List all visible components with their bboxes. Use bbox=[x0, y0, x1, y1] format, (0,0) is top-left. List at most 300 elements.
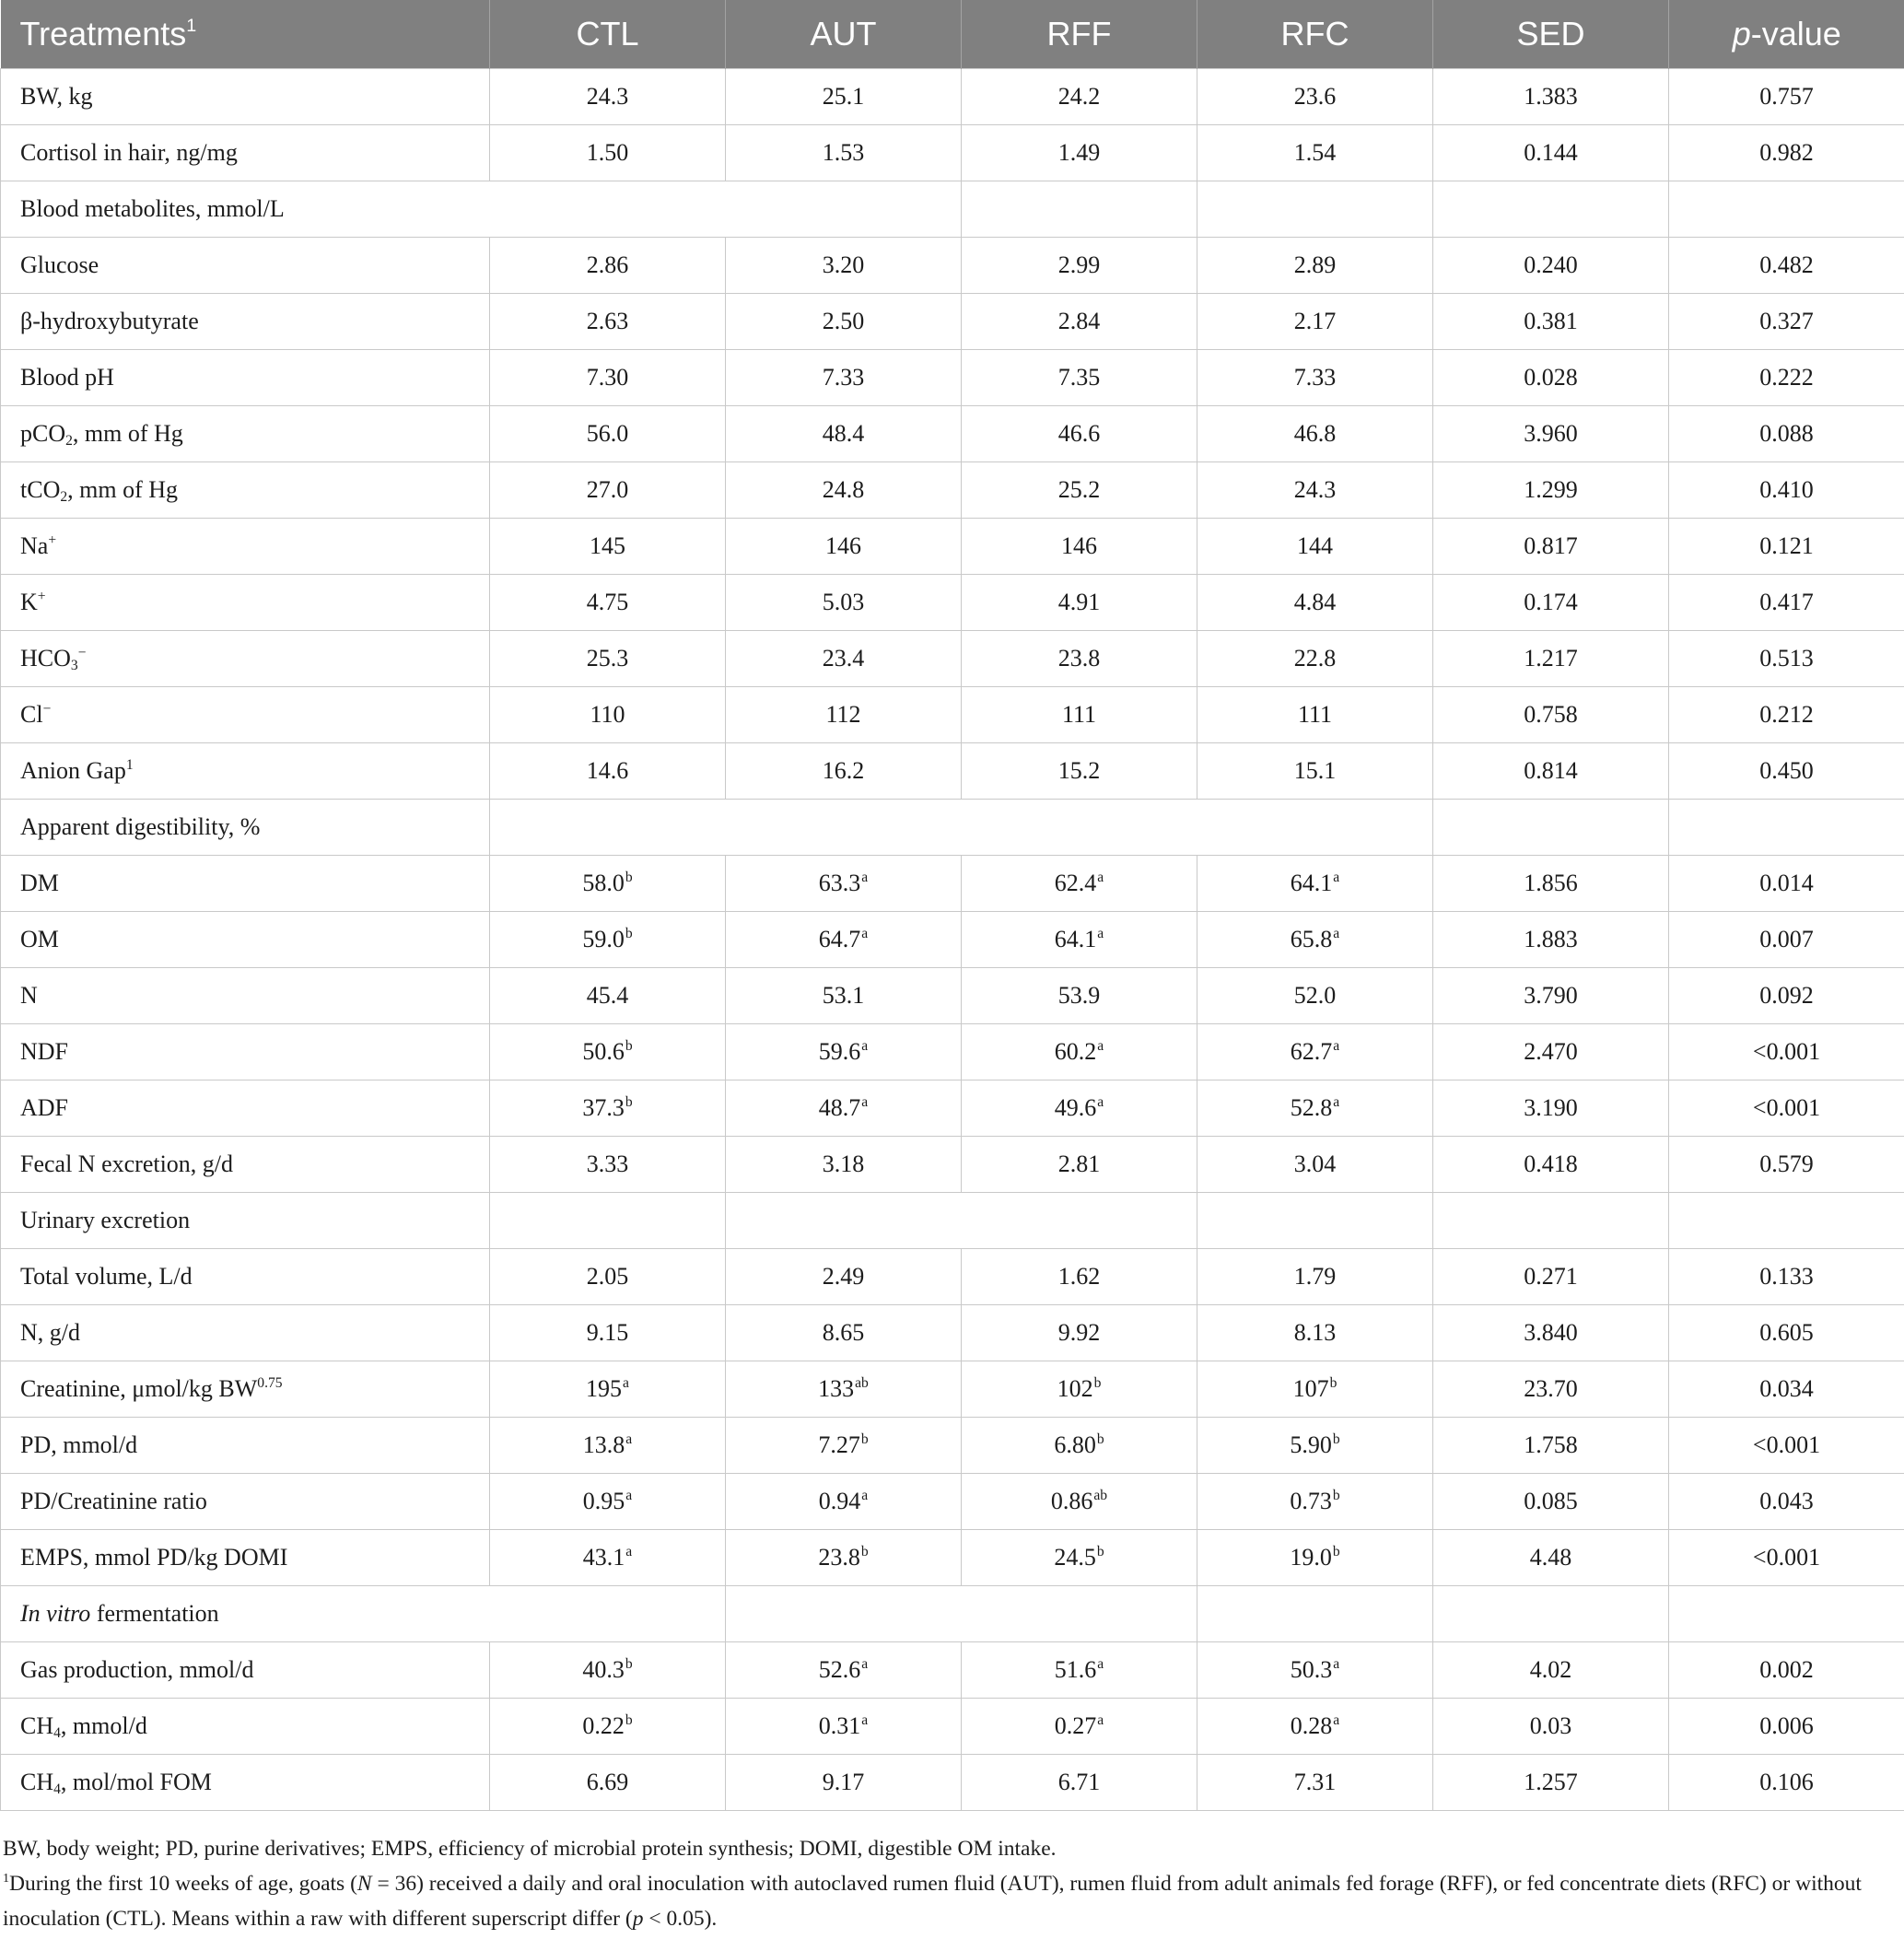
italic-text: In vitro bbox=[20, 1599, 91, 1627]
text: pCO bbox=[20, 419, 66, 447]
cell-rfc bbox=[1197, 968, 1433, 1024]
cell-value: 25.3 bbox=[586, 644, 629, 672]
cell-value: 0.212 bbox=[1759, 700, 1814, 728]
cell-p-value bbox=[1669, 406, 1904, 462]
text: OM bbox=[20, 925, 59, 952]
cell-aut bbox=[726, 1755, 962, 1811]
table-row bbox=[1, 350, 1904, 406]
cell-value: 2.86 bbox=[586, 251, 629, 278]
cell-p-value bbox=[1669, 294, 1904, 350]
text: < 0.05). bbox=[643, 1907, 718, 1931]
cell-value: 0.085 bbox=[1524, 1487, 1578, 1514]
text: HCO bbox=[20, 644, 71, 672]
cell-value: 1.79 bbox=[1293, 1262, 1337, 1290]
superscript: 1 bbox=[186, 16, 197, 37]
cell-p-value bbox=[1669, 69, 1904, 125]
cell-ctl bbox=[490, 238, 726, 294]
cell-p-value bbox=[1669, 1249, 1904, 1305]
table-row bbox=[1, 968, 1904, 1024]
cell-value: 0.133 bbox=[1759, 1262, 1814, 1290]
table-row bbox=[1, 238, 1904, 294]
cell-p-value bbox=[1669, 238, 1904, 294]
cell-rfc bbox=[1197, 575, 1433, 631]
table-row bbox=[1, 125, 1904, 181]
column-header-p-value bbox=[1669, 0, 1904, 69]
cell-rff bbox=[962, 1305, 1197, 1361]
cell-sed bbox=[1433, 294, 1669, 350]
table-row bbox=[1, 631, 1904, 687]
empty-cell bbox=[1669, 1193, 1904, 1249]
cell-value: 3.33 bbox=[586, 1150, 629, 1177]
cell-value: 15.1 bbox=[1293, 756, 1337, 784]
significance-letter: a bbox=[1097, 925, 1104, 941]
cell-p-value bbox=[1669, 1305, 1904, 1361]
cell-value: 16.2 bbox=[822, 756, 865, 784]
cell-value: 1.856 bbox=[1524, 869, 1578, 896]
section-row bbox=[1, 1586, 1904, 1642]
cell-value: 24.5 bbox=[1054, 1543, 1096, 1571]
cell-ctl bbox=[490, 631, 726, 687]
cell-ctl bbox=[490, 519, 726, 575]
column-header-treatments bbox=[1, 0, 490, 69]
cell-aut bbox=[726, 294, 962, 350]
text: , mm of Hg bbox=[67, 475, 179, 503]
cell-value: 0.605 bbox=[1759, 1318, 1814, 1346]
cell-value: 0.28 bbox=[1290, 1711, 1333, 1739]
cell-value: 2.50 bbox=[822, 307, 865, 334]
cell-value: 60.2 bbox=[1054, 1037, 1097, 1065]
cell-value: 4.75 bbox=[586, 588, 629, 615]
cell-value: 23.6 bbox=[1293, 82, 1337, 110]
table-row bbox=[1, 1699, 1904, 1755]
cell-value: 0.034 bbox=[1759, 1374, 1814, 1402]
cell-value: 0.758 bbox=[1524, 700, 1578, 728]
cell-value: 1.883 bbox=[1524, 925, 1578, 952]
table-row bbox=[1, 519, 1904, 575]
cell-value: 0.002 bbox=[1759, 1655, 1814, 1683]
cell-rfc bbox=[1197, 238, 1433, 294]
section-label bbox=[1, 800, 490, 856]
cell-value: 27.0 bbox=[586, 475, 629, 503]
cell-aut bbox=[726, 69, 962, 125]
significance-letter: a bbox=[1333, 1093, 1340, 1110]
table-footnotes bbox=[0, 1831, 1904, 1936]
superscript: + bbox=[37, 588, 46, 604]
text: RFC bbox=[1280, 15, 1349, 53]
cell-ctl bbox=[490, 1249, 726, 1305]
cell-value: 43.1 bbox=[582, 1543, 625, 1571]
cell-value: 0.240 bbox=[1524, 251, 1578, 278]
cell-aut bbox=[726, 1642, 962, 1699]
significance-letter: a bbox=[861, 1093, 869, 1110]
row-label bbox=[1, 1137, 490, 1193]
cell-value: 0.31 bbox=[818, 1711, 861, 1739]
subscript: 3 bbox=[70, 657, 78, 673]
cell-value: 52.8 bbox=[1290, 1093, 1333, 1121]
cell-rfc bbox=[1197, 1249, 1433, 1305]
cell-value: 0.174 bbox=[1524, 588, 1578, 615]
text: PD, mmol/d bbox=[20, 1431, 138, 1458]
cell-p-value bbox=[1669, 1418, 1904, 1474]
cell-aut bbox=[726, 406, 962, 462]
cell-value: 46.6 bbox=[1057, 419, 1101, 447]
row-label bbox=[1, 1530, 490, 1586]
italic-text: p bbox=[632, 1907, 644, 1931]
text: tCO bbox=[20, 475, 61, 503]
cell-p-value bbox=[1669, 125, 1904, 181]
cell-rff bbox=[962, 1361, 1197, 1418]
cell-value: 0.271 bbox=[1524, 1262, 1578, 1290]
row-label bbox=[1, 350, 490, 406]
header-row bbox=[1, 0, 1904, 69]
cell-p-value bbox=[1669, 1530, 1904, 1586]
section-row bbox=[1, 1193, 1904, 1249]
cell-value: <0.001 bbox=[1752, 1037, 1821, 1065]
cell-rfc bbox=[1197, 631, 1433, 687]
significance-letter: a bbox=[625, 1487, 633, 1503]
text: ADF bbox=[20, 1093, 69, 1121]
cell-sed bbox=[1433, 743, 1669, 800]
significance-letter: b bbox=[625, 925, 633, 941]
cell-ctl bbox=[490, 1418, 726, 1474]
cell-rfc bbox=[1197, 69, 1433, 125]
cell-value: 0.417 bbox=[1759, 588, 1814, 615]
cell-value: 4.48 bbox=[1529, 1543, 1572, 1571]
cell-value: 0.014 bbox=[1759, 869, 1814, 896]
cell-aut bbox=[726, 1361, 962, 1418]
cell-ctl bbox=[490, 912, 726, 968]
cell-sed bbox=[1433, 1137, 1669, 1193]
cell-ctl bbox=[490, 69, 726, 125]
significance-letter: a bbox=[625, 1431, 633, 1447]
cell-value: 48.4 bbox=[822, 419, 865, 447]
cell-value: 1.299 bbox=[1524, 475, 1578, 503]
cell-value: 0.817 bbox=[1524, 531, 1578, 559]
empty-cell bbox=[1433, 800, 1669, 856]
cell-ctl bbox=[490, 462, 726, 519]
cell-value: 7.33 bbox=[1293, 363, 1337, 391]
text: , mm of Hg bbox=[72, 419, 183, 447]
cell-value: 48.7 bbox=[818, 1093, 861, 1121]
cell-value: 23.4 bbox=[822, 644, 865, 672]
table-header bbox=[1, 0, 1904, 69]
cell-value: 5.90 bbox=[1290, 1431, 1332, 1458]
cell-value: 7.33 bbox=[822, 363, 865, 391]
text: Apparent digestibility, % bbox=[20, 812, 261, 840]
cell-rff bbox=[962, 350, 1197, 406]
cell-value: 3.790 bbox=[1524, 981, 1578, 1009]
cell-rff bbox=[962, 1080, 1197, 1137]
subscript: 4 bbox=[53, 1724, 61, 1741]
cell-ctl bbox=[490, 1137, 726, 1193]
cell-value: 40.3 bbox=[582, 1655, 625, 1683]
cell-ctl bbox=[490, 1024, 726, 1080]
column-header-sed bbox=[1433, 0, 1669, 69]
row-label bbox=[1, 1699, 490, 1755]
cell-rfc bbox=[1197, 1361, 1433, 1418]
cell-rfc bbox=[1197, 1137, 1433, 1193]
empty-cell bbox=[490, 1193, 726, 1249]
text: Cl bbox=[20, 700, 43, 728]
text: BW, kg bbox=[20, 82, 93, 110]
significance-letter: a bbox=[1097, 869, 1104, 885]
cell-value: 65.8 bbox=[1290, 925, 1333, 952]
italic-text: p bbox=[1732, 15, 1751, 53]
cell-value: <0.001 bbox=[1752, 1431, 1821, 1458]
cell-value: 111 bbox=[1061, 700, 1097, 728]
cell-value: 2.99 bbox=[1057, 251, 1101, 278]
cell-rfc bbox=[1197, 1080, 1433, 1137]
cell-value: 102 bbox=[1057, 1374, 1093, 1402]
cell-value: 2.17 bbox=[1293, 307, 1337, 334]
text: SED bbox=[1516, 15, 1585, 53]
significance-letter: a bbox=[1333, 1711, 1340, 1728]
cell-rff bbox=[962, 238, 1197, 294]
significance-letter: b bbox=[625, 869, 633, 885]
cell-value: 2.49 bbox=[822, 1262, 865, 1290]
cell-sed bbox=[1433, 406, 1669, 462]
significance-letter: a bbox=[1333, 1655, 1340, 1672]
text: CH bbox=[20, 1768, 54, 1795]
cell-p-value bbox=[1669, 462, 1904, 519]
row-label bbox=[1, 519, 490, 575]
cell-rff bbox=[962, 1249, 1197, 1305]
cell-value: 7.27 bbox=[818, 1431, 860, 1458]
cell-rfc bbox=[1197, 350, 1433, 406]
cell-value: 49.6 bbox=[1054, 1093, 1097, 1121]
text: Glucose bbox=[20, 251, 99, 278]
row-label bbox=[1, 687, 490, 743]
cell-rfc bbox=[1197, 406, 1433, 462]
cell-rff bbox=[962, 125, 1197, 181]
empty-cell bbox=[1197, 1193, 1433, 1249]
table-row bbox=[1, 69, 1904, 125]
cell-sed bbox=[1433, 1080, 1669, 1137]
row-label bbox=[1, 238, 490, 294]
cell-rfc bbox=[1197, 856, 1433, 912]
cell-value: 7.35 bbox=[1057, 363, 1101, 391]
cell-value: 0.327 bbox=[1759, 307, 1814, 334]
cell-sed bbox=[1433, 1699, 1669, 1755]
cell-aut bbox=[726, 968, 962, 1024]
cell-value: 23.70 bbox=[1524, 1374, 1578, 1402]
cell-rfc bbox=[1197, 1305, 1433, 1361]
cell-aut bbox=[726, 631, 962, 687]
cell-value: 0.028 bbox=[1524, 363, 1578, 391]
cell-aut bbox=[726, 1530, 962, 1586]
table-row bbox=[1, 1080, 1904, 1137]
cell-rff bbox=[962, 743, 1197, 800]
cell-p-value bbox=[1669, 350, 1904, 406]
cell-value: 19.0 bbox=[1290, 1543, 1332, 1571]
cell-p-value bbox=[1669, 575, 1904, 631]
cell-aut bbox=[726, 1080, 962, 1137]
column-header-aut bbox=[726, 0, 962, 69]
cell-value: 0.814 bbox=[1524, 756, 1578, 784]
section-label bbox=[1, 181, 962, 238]
cell-p-value bbox=[1669, 1137, 1904, 1193]
cell-rff bbox=[962, 1530, 1197, 1586]
cell-value: 45.4 bbox=[586, 981, 629, 1009]
cell-value: 0.94 bbox=[818, 1487, 861, 1514]
significance-letter: a bbox=[623, 1374, 629, 1391]
section-label bbox=[1, 1193, 490, 1249]
row-label bbox=[1, 1361, 490, 1418]
empty-cell bbox=[1433, 1586, 1669, 1642]
significance-letter: a bbox=[1097, 1037, 1104, 1054]
table-row bbox=[1, 1024, 1904, 1080]
cell-sed bbox=[1433, 1249, 1669, 1305]
cell-value: 24.3 bbox=[1293, 475, 1337, 503]
empty-cell bbox=[1197, 181, 1433, 238]
superscript: − bbox=[42, 700, 52, 717]
cell-p-value bbox=[1669, 1080, 1904, 1137]
table-row bbox=[1, 294, 1904, 350]
row-label bbox=[1, 575, 490, 631]
table-row bbox=[1, 1474, 1904, 1530]
cell-rff bbox=[962, 294, 1197, 350]
empty-cell bbox=[726, 1586, 1197, 1642]
cell-value: 1.49 bbox=[1057, 138, 1101, 166]
empty-cell bbox=[962, 181, 1197, 238]
significance-letter: a bbox=[1097, 1093, 1104, 1110]
cell-ctl bbox=[490, 1755, 726, 1811]
row-label bbox=[1, 69, 490, 125]
footnote bbox=[3, 1831, 1901, 1866]
cell-value: 46.8 bbox=[1293, 419, 1337, 447]
significance-letter: b bbox=[1329, 1374, 1337, 1391]
cell-value: 2.470 bbox=[1524, 1037, 1578, 1065]
text: Treatments bbox=[19, 15, 187, 53]
cell-aut bbox=[726, 1024, 962, 1080]
significance-letter: a bbox=[861, 1487, 869, 1503]
cell-value: 0.144 bbox=[1524, 138, 1578, 166]
cell-sed bbox=[1433, 631, 1669, 687]
cell-value: 53.9 bbox=[1057, 981, 1101, 1009]
cell-value: 25.2 bbox=[1057, 475, 1101, 503]
cell-p-value bbox=[1669, 856, 1904, 912]
table-row bbox=[1, 1418, 1904, 1474]
empty-cell bbox=[726, 1193, 1197, 1249]
row-label bbox=[1, 1418, 490, 1474]
cell-value: 3.04 bbox=[1293, 1150, 1337, 1177]
significance-letter: a bbox=[625, 1543, 633, 1559]
cell-value: 1.257 bbox=[1524, 1768, 1578, 1795]
cell-value: 9.92 bbox=[1057, 1318, 1101, 1346]
cell-value: 5.03 bbox=[822, 588, 865, 615]
significance-letter: b bbox=[860, 1431, 869, 1447]
cell-aut bbox=[726, 1418, 962, 1474]
cell-value: 0.86 bbox=[1050, 1487, 1093, 1514]
cell-p-value bbox=[1669, 912, 1904, 968]
significance-letter: a bbox=[861, 925, 869, 941]
cell-aut bbox=[726, 687, 962, 743]
row-label bbox=[1, 1642, 490, 1699]
cell-rfc bbox=[1197, 1024, 1433, 1080]
cell-rff bbox=[962, 968, 1197, 1024]
cell-value: 0.73 bbox=[1290, 1487, 1332, 1514]
cell-value: 2.81 bbox=[1057, 1150, 1101, 1177]
cell-rff bbox=[962, 1137, 1197, 1193]
cell-value: 25.1 bbox=[822, 82, 865, 110]
cell-p-value bbox=[1669, 1755, 1904, 1811]
text: K bbox=[20, 588, 38, 615]
text: AUT bbox=[810, 15, 877, 53]
cell-value: 0.043 bbox=[1759, 1487, 1814, 1514]
cell-p-value bbox=[1669, 1024, 1904, 1080]
cell-value: 51.6 bbox=[1054, 1655, 1097, 1683]
superscript: 1 bbox=[125, 756, 134, 773]
cell-value: 37.3 bbox=[582, 1093, 625, 1121]
text: Urinary excretion bbox=[20, 1206, 191, 1233]
cell-rfc bbox=[1197, 1418, 1433, 1474]
cell-value: 24.3 bbox=[586, 82, 629, 110]
text: Creatinine, μmol/kg BW bbox=[20, 1374, 258, 1402]
cell-rff bbox=[962, 1474, 1197, 1530]
cell-rfc bbox=[1197, 1755, 1433, 1811]
cell-value: 1.217 bbox=[1524, 644, 1578, 672]
text: , mol/mol FOM bbox=[60, 1768, 212, 1795]
empty-cell bbox=[490, 800, 1433, 856]
cell-value: 0.121 bbox=[1759, 531, 1814, 559]
cell-value: 24.8 bbox=[822, 475, 865, 503]
significance-letter: ab bbox=[855, 1374, 869, 1391]
cell-value: 6.69 bbox=[586, 1768, 629, 1795]
cell-rfc bbox=[1197, 1699, 1433, 1755]
row-label bbox=[1, 294, 490, 350]
significance-letter: a bbox=[861, 1037, 869, 1054]
cell-value: 3.18 bbox=[822, 1150, 865, 1177]
cell-aut bbox=[726, 1474, 962, 1530]
significance-letter: ab bbox=[1093, 1487, 1108, 1503]
table-row bbox=[1, 1305, 1904, 1361]
row-label bbox=[1, 631, 490, 687]
cell-ctl bbox=[490, 575, 726, 631]
cell-sed bbox=[1433, 350, 1669, 406]
significance-letter: b bbox=[1332, 1543, 1340, 1559]
cell-p-value bbox=[1669, 631, 1904, 687]
cell-value: 50.6 bbox=[582, 1037, 625, 1065]
cell-p-value bbox=[1669, 1699, 1904, 1755]
significance-letter: b bbox=[1096, 1543, 1104, 1559]
empty-cell bbox=[1669, 800, 1904, 856]
significance-letter: a bbox=[1333, 869, 1340, 885]
text: During the first 10 weeks of age, goats ( bbox=[9, 1872, 357, 1896]
cell-value: 0.088 bbox=[1759, 419, 1814, 447]
cell-value: 64.1 bbox=[1290, 869, 1333, 896]
cell-value: 53.1 bbox=[822, 981, 865, 1009]
cell-value: 14.6 bbox=[586, 756, 629, 784]
row-label bbox=[1, 1305, 490, 1361]
cell-value: 0.410 bbox=[1759, 475, 1814, 503]
cell-sed bbox=[1433, 1755, 1669, 1811]
cell-rfc bbox=[1197, 1474, 1433, 1530]
cell-sed bbox=[1433, 687, 1669, 743]
cell-aut bbox=[726, 856, 962, 912]
cell-value: 1.383 bbox=[1524, 82, 1578, 110]
cell-value: 1.758 bbox=[1524, 1431, 1578, 1458]
cell-rfc bbox=[1197, 912, 1433, 968]
text: CH bbox=[20, 1711, 54, 1739]
table-row bbox=[1, 856, 1904, 912]
cell-ctl bbox=[490, 856, 726, 912]
cell-value: 0.106 bbox=[1759, 1768, 1814, 1795]
cell-value: 7.30 bbox=[586, 363, 629, 391]
table-row bbox=[1, 743, 1904, 800]
significance-letter: b bbox=[1096, 1431, 1104, 1447]
cell-value: 62.7 bbox=[1290, 1037, 1333, 1065]
empty-cell bbox=[1669, 1586, 1904, 1642]
